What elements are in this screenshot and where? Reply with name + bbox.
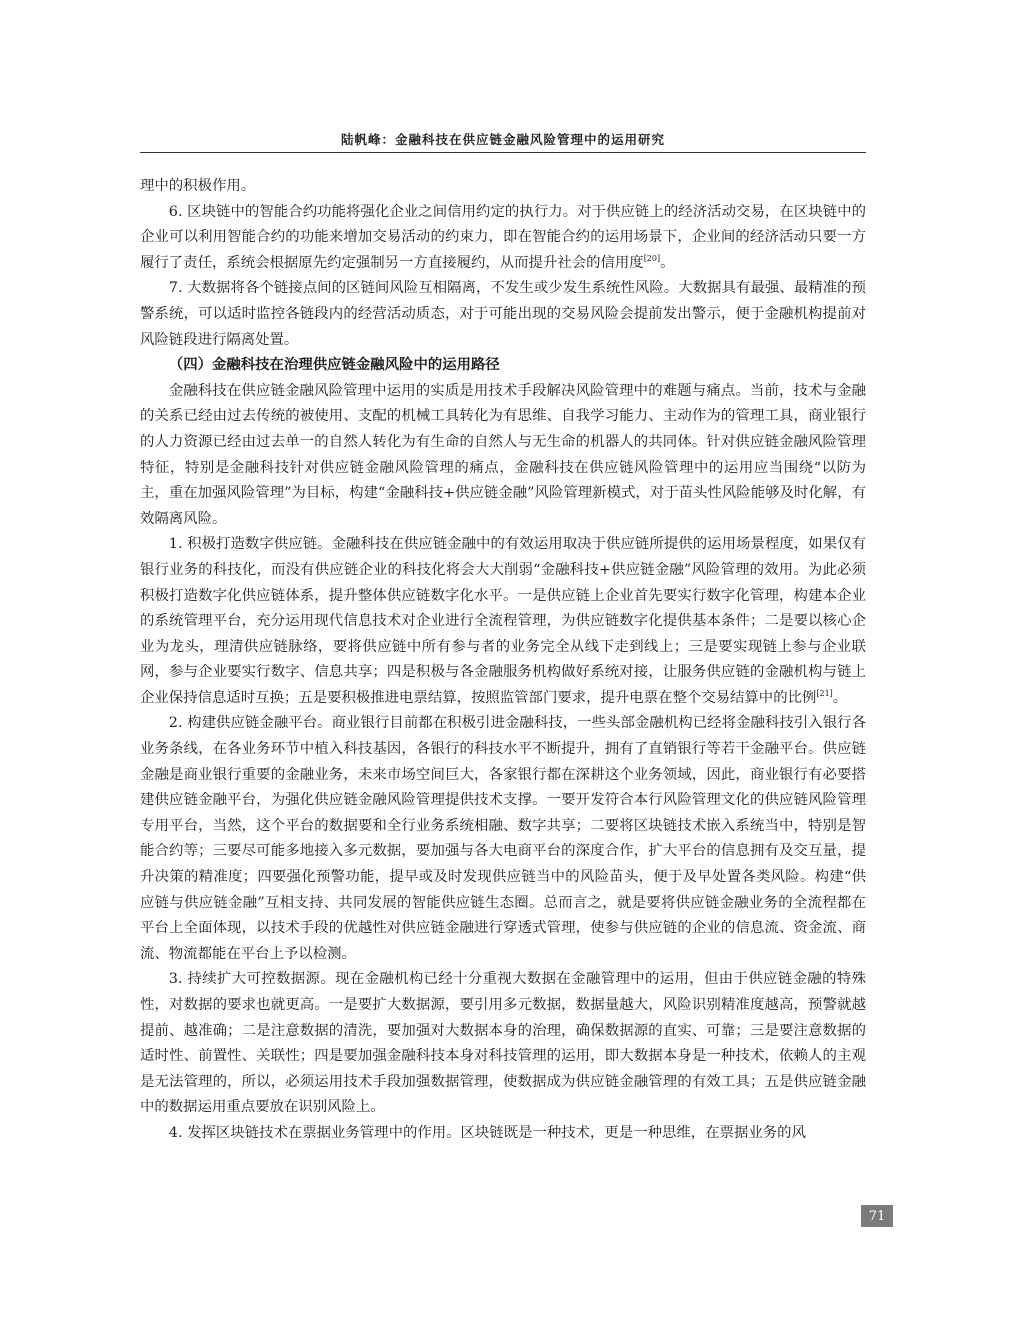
paragraph-end: 。 — [660, 254, 675, 271]
citation-ref: [20] — [643, 253, 661, 263]
paragraph-text: 6. 区块链中的智能合约功能将强化企业之间信用约定的执行力。对于供应链上的经济活动交易，在区块链中的企业可以利用智能合约的功能来增加交易活动的约束力，即在智能合约的运用场景下，企业间的经济活动只要一方履行了责任，系统会根据原先约定强制另一方直接履约，从而提升社会的信用度 — [140, 203, 866, 271]
paragraph-finance-platform: 2. 构建供应链金融平台。商业银行目前都在积极引进金融科技，一些头部金融机构已经将金融科技引入银行各业务条线，在各业务环节中植入科技基因，各银行的科技水平不断提升，拥有了直销银行等若干金融平台。供应链金融是商业银行重要的金融业务，未来市场空间巨大，各家银行都在深耕这个业务领域，因此，商业银行有必要搭建供应链金融平台，为强化供应链金融风险管理提供技术支撑。一要开发符合本行风险管理文化的供应链风险管理专用平台，当然，这个平台的数据要和全行业务系统相融、数字共享；二要将区块链技术嵌入系统当中，特别是智能合约等；三要尽可能多地接入多元数据，要加强与各大电商平台的深度合作，扩大平台的信息拥有及交互量，提升决策的精准度；四要强化预警功能，提早或及时发现供应链当中的风险苗头，便于及早处置各类风险。构建“供应链与供应链金融”互相支持、共同发展的智能供应链生态圈。总而言之，就是要将供应链金融业务的全流程都在平台上全面体现，以技术手段的优越性对供应链金融进行穿透式管理，使参与供应链的企业的信息流、资金流、商流、物流都能在平台上予以检测。 — [140, 715, 866, 962]
section-heading: （四）金融科技在治理供应链金融风险中的运用路径 — [168, 357, 500, 374]
paragraph-big-data: 7. 大数据将各个链接点间的区链间风险互相隔离，不发生或少发生系统性风险。大数据具有最强、最精准的预警系统，可以适时监控各链段内的经营活动质态，对于可能出现的交易风险会提前发出警示，便于金融机构提前对风险链段进行隔离处置。 — [140, 280, 866, 348]
paragraph-blockchain-bills: 4. 发挥区块链技术在票据业务管理中的作用。区块链既是一种技术，更是一种思维，在票据业务的风 — [168, 1124, 806, 1141]
paragraph-fintech-essence: 金融科技在供应链金融风险管理中运用的实质是用技术手段解决风险管理中的难题与痛点。当前，技术与金融的关系已经由过去传统的被使用、支配的机械工具转化为有思维、自我学习能力、主动作为的管理工具，商业银行的人力资源已经由过去单一的自然人转化为有生命的自然人与无生命的机器人的共同体。针对供应链金融风险管理特征，特别是金融科技针对供应链金融风险管理的痛点，金融科技在供应链风险管理中的运用应当围绕“以防为主，重在加强风险管理”为目标，构建“金融科技+供应链金融”风险管理新模式，对于苗头性风险能够及时化解，有效隔离风险。 — [140, 382, 866, 527]
paragraph-digital-supply-chain — [140, 532, 866, 711]
article-body — [140, 174, 866, 1147]
running-header: 陆帆峰：金融科技在供应链金融风险管理中的运用研究 — [340, 132, 665, 147]
header-divider — [140, 152, 866, 153]
page-number: 71 — [861, 1205, 893, 1227]
citation-ref: [21] — [816, 689, 833, 699]
paragraph-text: 1. 积极打造数字供应链。金融科技在供应链金融中的有效运用取决于供应链所提供的运用场景程度，如果仅有银行业务的科技化，而没有供应链企业的科技化将会大大削弱“金融科技+供应链金融”风险管理的效用。为此必须积极打造数字化供应链体系，提升整体供应链数字化水平。一是供应链上企业首先要实行数字化管理，构建本企业的系统管理平台，充分运用现代信息技术对企业进行全流程管理，为供应链数字化提供基本条件；二是要以核心企业为龙头，理清供应链脉络，要将供应链中所有参与者的业务完全从线下走到线上；三是要实现链上参与企业联网，参与企业要实行数字、信息共享；四是积极与各金融服务机构做好系统对接，让服务供应链的金融机构与链上企业保持信息适时互换；五是要积极推进电票结算，按照监管部门要求，提升电票在整个交易结算中的比例 — [140, 536, 866, 706]
paragraph-end: 。 — [832, 689, 848, 706]
paragraph-smart-contracts — [140, 200, 866, 277]
paragraph-data-sources: 3. 持续扩大可控数据源。现在金融机构已经十分重视大数据在金融管理中的运用，但由于供应链金融的特殊性，对数据的要求也就更高。一是要扩大数据源，要引用多元数据，数据量越大，风险识别精准度越高，预警就越提前、越准确；二是注意数据的清洗，要加强对大数据本身的治理，确保数据源的直实、可靠；三是要注意数据的适时性、前置性、关联性；四是要加强金融科技本身对科技管理的运用，即大数据本身是一种技术，依赖人的主观是无法管理的，所以，必须运用技术手段加强数据管理，使数据成为供应链金融管理的有效工具；五是供应链金融中的数据运用重点要放在识别风险上。 — [140, 971, 866, 1116]
paragraph-continuation: 理中的积极作用。 — [140, 178, 256, 194]
